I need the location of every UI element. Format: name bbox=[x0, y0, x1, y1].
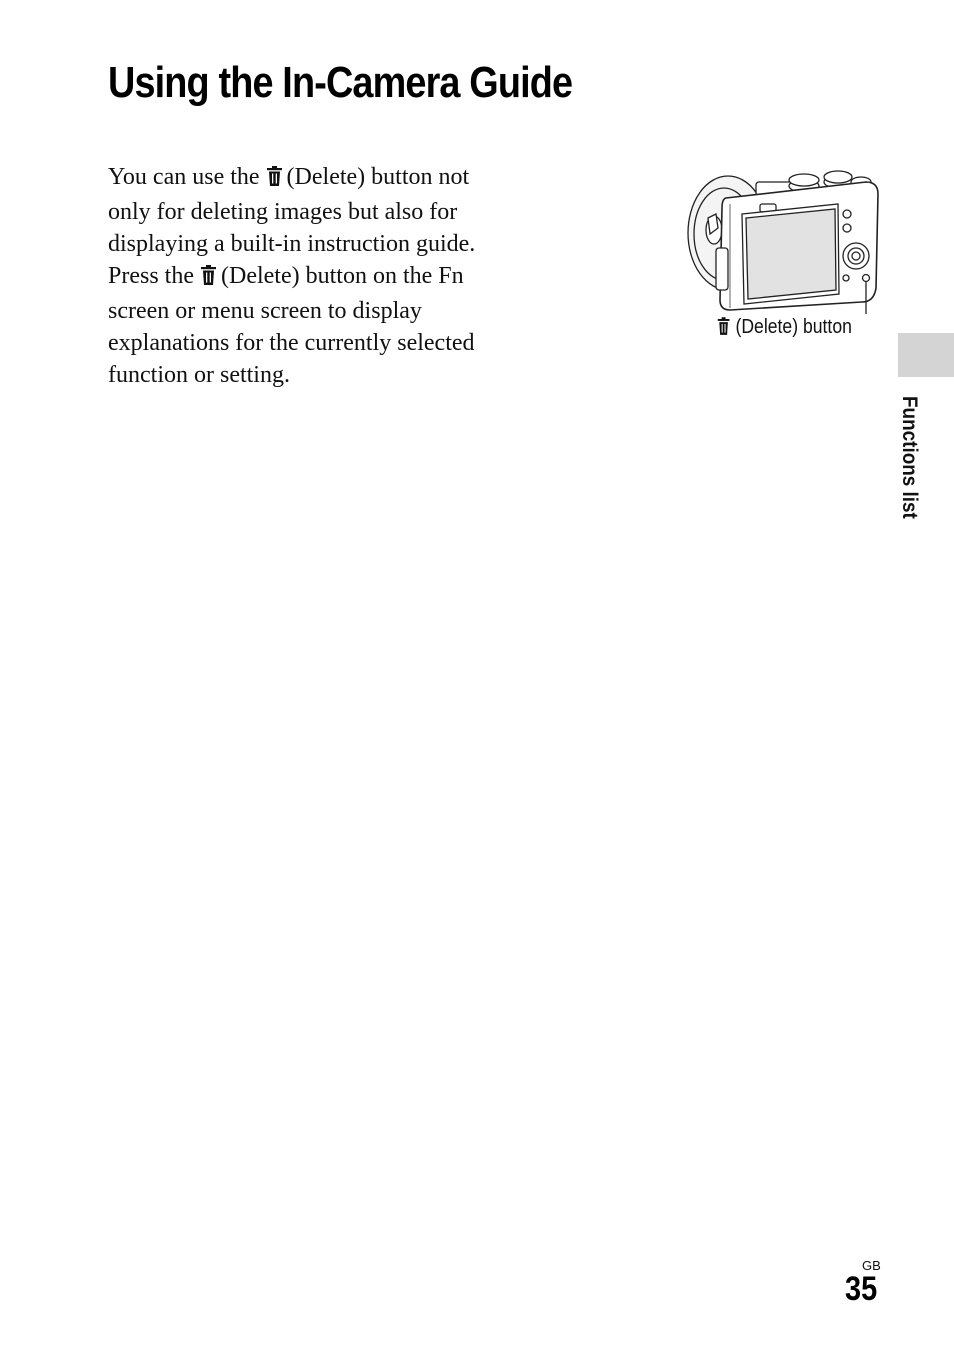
body-paragraph bbox=[108, 161, 528, 391]
body-line-2: only for deleting images but also for bbox=[108, 199, 458, 225]
trash-icon bbox=[266, 164, 283, 196]
page-title: Using the In-Camera Guide bbox=[108, 58, 573, 107]
body-line-4: Press the (Delete) button on the Fn bbox=[108, 260, 528, 295]
body-line-3: displaying a built-in instruction guide. bbox=[108, 231, 476, 257]
trash-icon bbox=[717, 317, 730, 342]
page-number: 35 bbox=[845, 1270, 878, 1308]
body-line-7: function or setting. bbox=[108, 362, 290, 388]
body-line-6: explanations for the currently selected bbox=[108, 330, 475, 356]
body-line-1: You can use the (Delete) button not bbox=[108, 161, 528, 196]
section-tab-marker bbox=[898, 333, 954, 377]
body-line-5: screen or menu screen to display bbox=[108, 298, 422, 324]
trash-icon bbox=[200, 263, 217, 295]
figure-caption-text: (Delete) button bbox=[735, 316, 852, 338]
section-label: Functions list bbox=[898, 396, 921, 519]
camera-illustration bbox=[686, 168, 886, 318]
figure-caption bbox=[717, 316, 852, 342]
page-region-code: GB bbox=[862, 1258, 881, 1273]
